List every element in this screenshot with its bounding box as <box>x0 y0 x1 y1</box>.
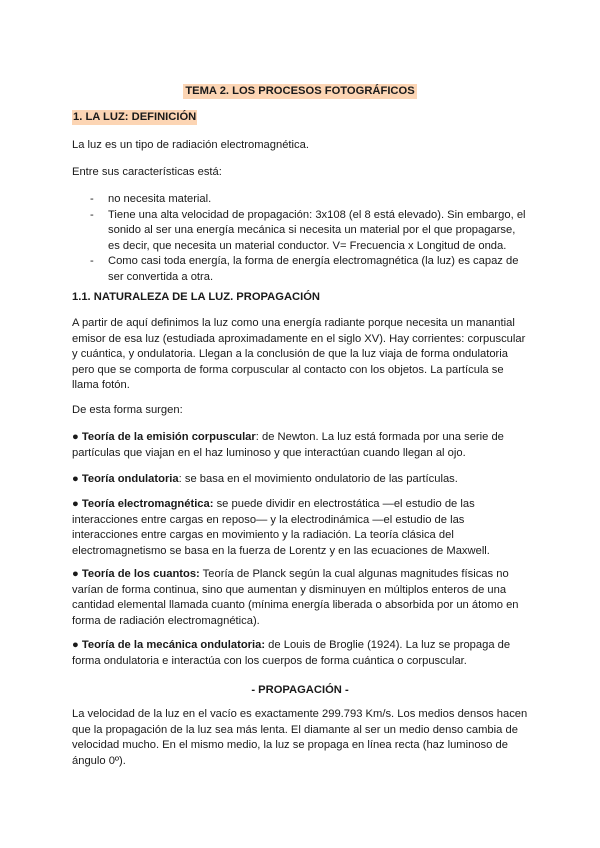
theory-name: Teoría de los cuantos: <box>81 568 200 580</box>
bullet-icon: ● <box>72 568 79 580</box>
title-container <box>0 84 600 100</box>
list-item-text: Tiene una alta velocidad de propagación: 3x108 (el 8 está elevado). Sin embargo, el sonido al ser una energía mecánica si necesita un material por el que propagarse, es decir, que necesita un material conductor. V= Frecuencia x Longitud de onda. <box>108 208 526 252</box>
section-2-paragraph-1: A partir de aquí definimos la luz como una energía radiante porque necesita un manantial emisor de esa luz (estudiada aproximadamente en el siglo XV). Hay corrientes: corpuscular y cuántica, y ondulatoria. Llegan a la conclusión de que la luz viaja de forma ondulatoria pero que se comporta de forma corpuscular al contacto con los objetos. La partícula se llama fotón. <box>72 317 526 391</box>
theory-name: Teoría ondulatoria <box>81 473 179 485</box>
document-title: TEMA 2. LOS PROCESOS FOTOGRÁFICOS <box>185 85 415 97</box>
list-item <box>72 254 530 285</box>
theory-item <box>72 472 530 488</box>
section-2-paragraph-2: De esta forma surgen: <box>72 404 183 416</box>
theory-name: Teoría electromagnética: <box>81 498 214 510</box>
theory-item <box>72 638 530 669</box>
propagation-heading: - PROPAGACIÓN - <box>251 684 349 696</box>
theory-item <box>72 567 530 629</box>
bullet-icon: ● <box>72 473 79 485</box>
section-2-heading: 1.1. NATURALEZA DE LA LUZ. PROPAGACIÓN <box>72 291 320 303</box>
list-item <box>72 192 530 208</box>
theory-text: : de Newton. La luz está formada por una serie de partículas que viajan en el haz luminoso y que interactúan cuando llegan al ojo. <box>72 431 504 459</box>
characteristics-list <box>72 192 530 285</box>
section-1-intro: La luz es un tipo de radiación electromagnética. <box>72 139 309 151</box>
dash-bullet: - <box>90 208 94 221</box>
bullet-icon: ● <box>72 639 79 651</box>
section-1-heading: 1. LA LUZ: DEFINICIÓN <box>73 111 197 123</box>
list-item-text: Como casi toda energía, la forma de energía electromagnética (la luz) es capaz de ser convertida a otra. <box>108 255 519 283</box>
theory-item <box>72 497 530 559</box>
dash-bullet: - <box>90 193 94 205</box>
propagation-paragraph: La velocidad de la luz en el vacío es exactamente 299.793 Km/s. Los medios densos hacen que la propagación de la luz sea más lenta. El diamante al ser un medio denso cambia de velocidad mucho. En el mismo medio, la luz se propaga en línea recta (haz luminoso de ángulo 0º). <box>72 708 528 767</box>
theory-name: Teoría de la mecánica ondulatoria: <box>81 639 266 651</box>
section-1-lead: Entre sus características está: <box>72 166 222 178</box>
dash-bullet: - <box>90 255 94 267</box>
theory-text: Teoría de Planck según la cual algunas magnitudes físicas no varían de forma continua, sino que aumentan y disminuyen en múltiplos enteros de una cantidad elemental llamada cuanto (mínima energía liberada o absorbida por un átomo en forma de radiación electromagnética). <box>72 568 519 627</box>
theory-name: Teoría de la emisión corpuscular <box>81 431 256 443</box>
theory-text: : se basa en el movimiento ondulatorio de las partículas. <box>178 473 458 485</box>
list-item <box>72 208 530 255</box>
bullet-icon: ● <box>72 498 79 510</box>
bullet-icon: ● <box>72 431 79 443</box>
theory-item <box>72 430 530 461</box>
theory-text: se puede dividir en electrostática —el estudio de las interacciones entre cargas en reposo— y la electrodinámica —el estudio de las interacciones entre cargas en movimiento y la radiación. La teoría clásica del electromagnetismo se basa en la fuerza de Lorentz y en las ecuaciones de Maxwell. <box>72 498 490 557</box>
list-item-text: no necesita material. <box>108 193 212 205</box>
theory-text: de Louis de Broglie (1924). La luz se propaga de forma ondulatoria e interactúa con los cuerpos de forma cuántica o corpuscular. <box>72 639 511 667</box>
